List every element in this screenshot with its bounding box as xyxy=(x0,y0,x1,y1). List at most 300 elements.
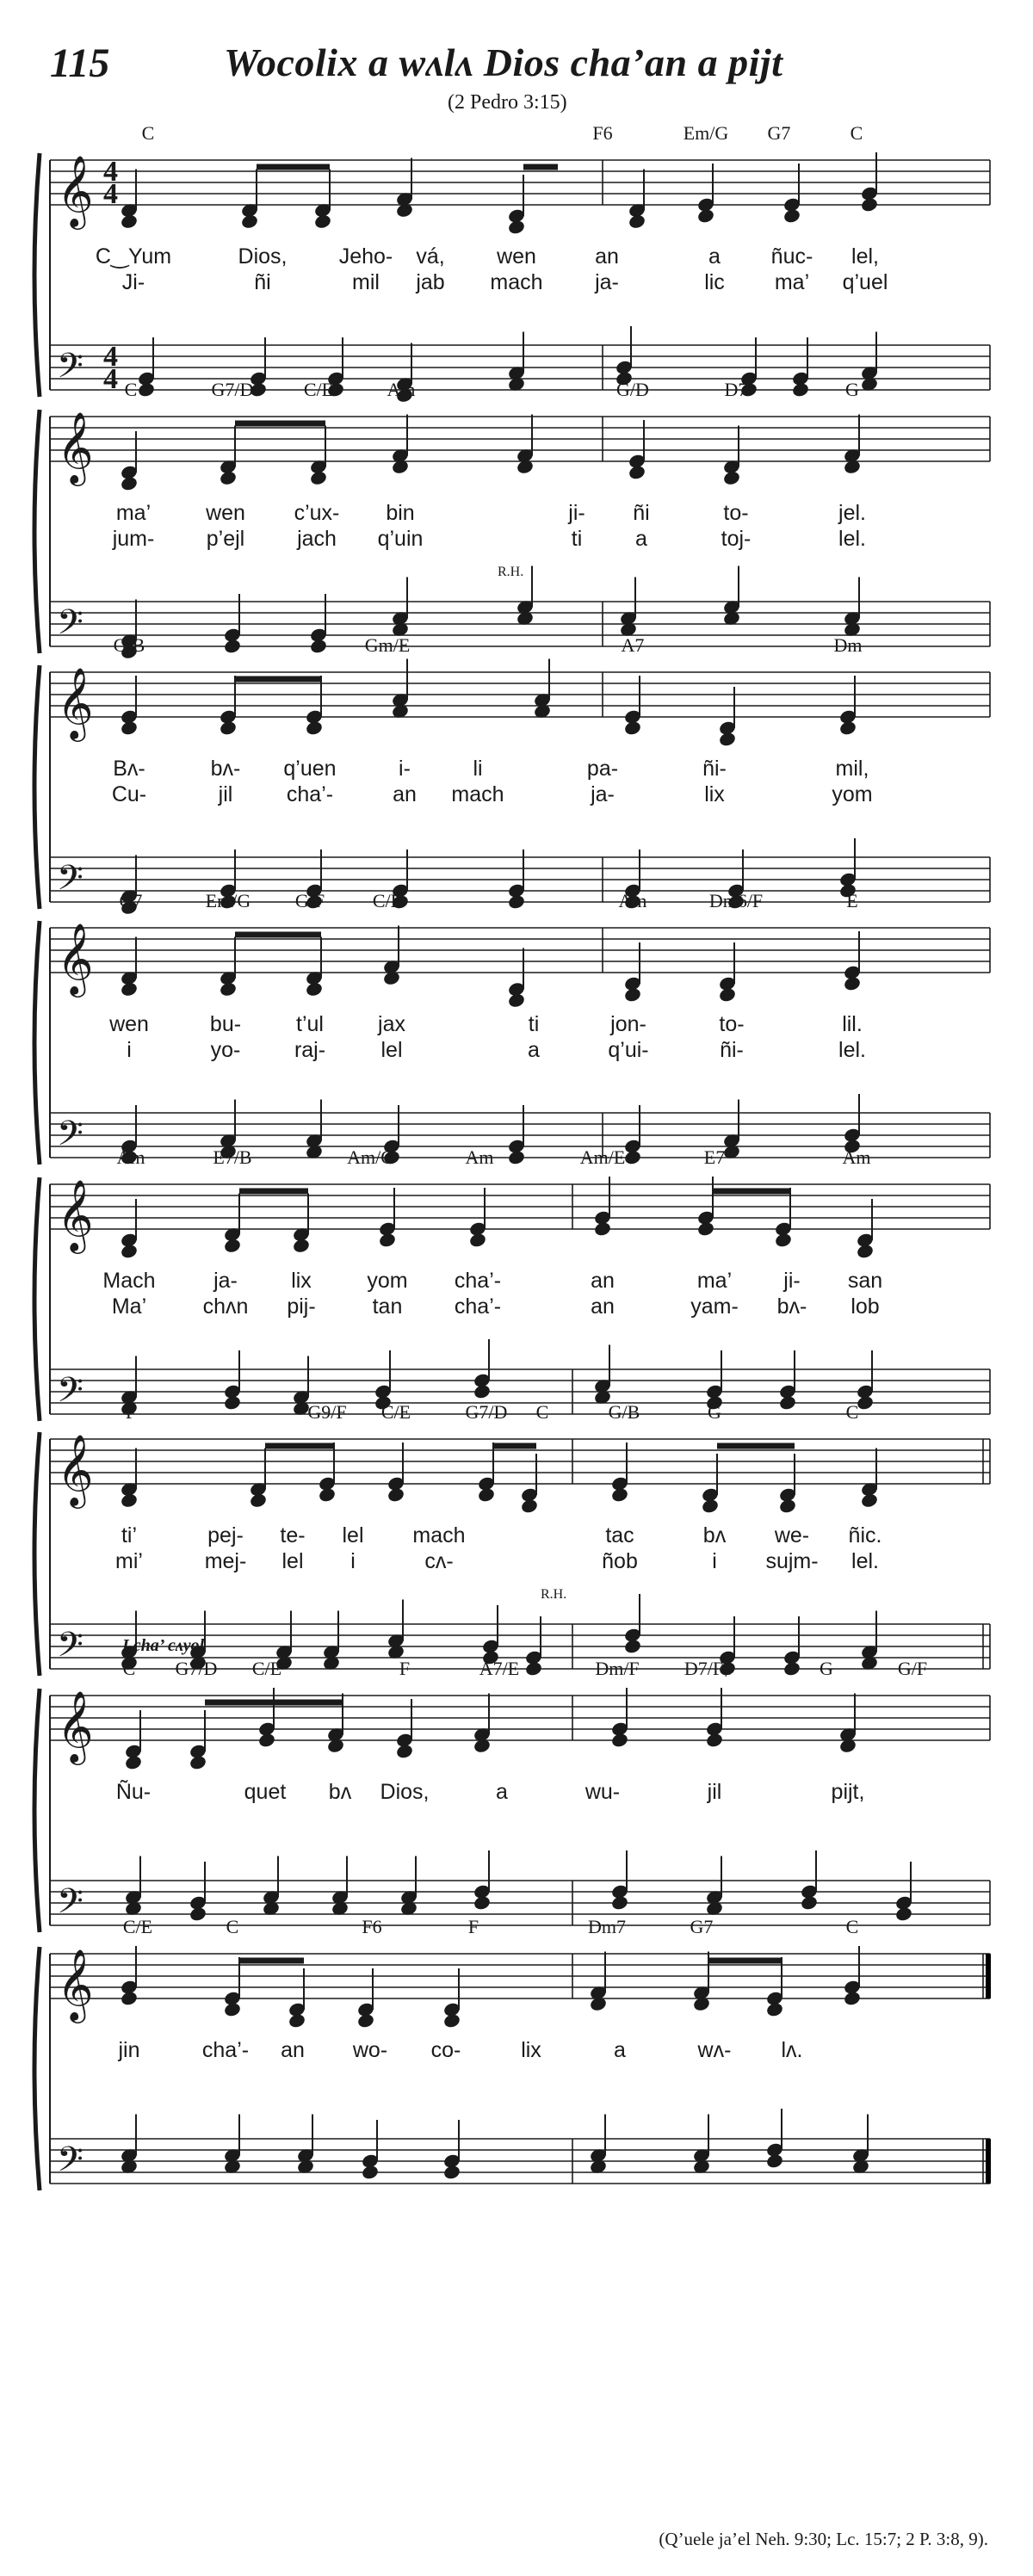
chord-symbol: Dm/F xyxy=(595,1658,640,1679)
lyric-verse-1: ma’ xyxy=(115,501,152,525)
note-head xyxy=(257,1732,276,1748)
note-head xyxy=(288,2012,306,2029)
lyric-verse-2: ma’ xyxy=(774,270,810,294)
lyric-verse-1: bʌ xyxy=(328,1780,352,1804)
lyric-verse-1: co- xyxy=(430,2038,461,2062)
lyric-verse-2: bʌ- xyxy=(776,1294,807,1319)
lyric-verse-1: yom xyxy=(367,1269,408,1293)
note-head xyxy=(860,1492,879,1509)
lyric-verse-2: lel xyxy=(281,1549,304,1573)
lyric-verse-1: c’ux- xyxy=(294,501,340,525)
time-signature-bottom: 4 xyxy=(103,363,118,395)
note-head xyxy=(249,1492,268,1509)
lyric-verse-2: an xyxy=(591,1294,615,1319)
lyric-verse-1: pej- xyxy=(207,1523,244,1547)
lyric-verse-2: i xyxy=(350,1549,356,1573)
note-head xyxy=(843,975,862,991)
lyric-verse-1: cha’- xyxy=(201,2038,250,2062)
note-head xyxy=(701,1498,720,1514)
lyric-verse-2: yam- xyxy=(690,1294,739,1319)
system-brace xyxy=(34,665,40,909)
chord-symbol: Em/G xyxy=(205,890,251,911)
chord-symbol: Am xyxy=(618,890,647,911)
lyric-verse-1: an xyxy=(595,244,619,269)
lyric-verse-1: cha’- xyxy=(454,1269,502,1293)
lyric-verse-2: lel. xyxy=(851,1549,879,1573)
note-head xyxy=(124,1754,143,1770)
note-head xyxy=(778,1394,797,1411)
chord-symbol: G/F xyxy=(897,1658,928,1679)
note-head xyxy=(623,720,642,736)
note-head xyxy=(610,1486,629,1503)
chord-symbol: G xyxy=(820,1658,833,1679)
lyric-verse-2: i xyxy=(127,1038,132,1062)
note-head xyxy=(628,213,646,230)
lyric-verse-2: q’uin xyxy=(377,527,424,551)
lyric-verse-1: an xyxy=(591,1269,615,1293)
note-head xyxy=(765,2001,784,2017)
note-head xyxy=(305,981,324,998)
note-head xyxy=(189,1906,207,1922)
chord-symbol: D7 xyxy=(724,379,748,400)
lyric-verse-1: we- xyxy=(774,1523,810,1547)
note-head xyxy=(442,2164,461,2180)
lyric-verse-2: mach xyxy=(451,782,504,806)
treble-clef-icon: 𝄞 xyxy=(57,411,94,483)
note-head xyxy=(860,196,879,213)
note-head xyxy=(189,1754,207,1770)
chord-symbol: Am/C xyxy=(347,1146,393,1168)
lyric-verse-1: ñi xyxy=(633,501,650,525)
lyric-verse-2: toj- xyxy=(721,527,752,551)
chord-symbol: C xyxy=(535,1401,549,1423)
note-head xyxy=(722,470,741,486)
chord-symbol: F6 xyxy=(592,122,613,144)
bass-clef-icon: 𝄢 xyxy=(57,1370,84,1418)
note-head xyxy=(782,1660,801,1677)
note-head xyxy=(718,986,737,1003)
system-7 xyxy=(34,1636,990,1932)
lyric-verse-1: jon- xyxy=(610,1012,646,1036)
chord-symbol: G7/D xyxy=(465,1401,508,1423)
treble-clef-icon: 𝄞 xyxy=(57,1433,94,1505)
time-signature-bottom: 4 xyxy=(103,178,118,210)
lyric-verse-2: cʌ- xyxy=(424,1549,454,1573)
treble-clef-icon: 𝄞 xyxy=(57,922,94,994)
chord-symbol: G/B xyxy=(113,634,145,656)
note-head xyxy=(223,2001,242,2017)
lyric-verse-1: jin xyxy=(118,2038,140,2062)
chord-symbol: A7/E xyxy=(479,1658,520,1679)
system-brace xyxy=(34,410,40,653)
system-brace xyxy=(34,1947,40,2190)
lyric-verse-1: quet xyxy=(244,1780,287,1804)
chord-symbol: G xyxy=(708,1401,721,1423)
chord-symbol: Dm6/F xyxy=(708,890,764,911)
lyric-verse-2: pij- xyxy=(287,1294,316,1319)
chord-symbol: C/E xyxy=(372,890,403,911)
time-signature-top: 4 xyxy=(103,341,118,373)
lyric-verse-2: cha’- xyxy=(286,782,334,806)
lyric-verse-1: Dios, xyxy=(380,1780,430,1804)
right-hand-mark: R.H. xyxy=(541,1587,567,1602)
treble-clef-icon: 𝄞 xyxy=(57,154,94,226)
lyric-verse-2: Ji- xyxy=(121,270,145,294)
lyric-verse-1: bʌ- xyxy=(210,757,241,781)
note-head xyxy=(507,1149,526,1165)
note-head xyxy=(219,981,238,998)
lyric-verse-1: pa- xyxy=(586,757,619,781)
lyric-verse-2: cha’- xyxy=(454,1294,502,1319)
lyric-verse-1: lix xyxy=(521,2038,541,2062)
lyric-verse-1: wen xyxy=(109,1012,149,1036)
note-head xyxy=(623,1638,642,1654)
chord-symbol: C/E xyxy=(122,1916,153,1937)
note-head xyxy=(843,1990,862,2006)
lyric-verse-1: jax xyxy=(378,1012,405,1036)
bass-clef-icon: 𝄢 xyxy=(57,602,84,651)
treble-clef-icon: 𝄞 xyxy=(57,1690,94,1762)
lyric-verse-2: an xyxy=(393,782,417,806)
chord-symbol: G7 xyxy=(119,890,143,911)
note-head xyxy=(782,207,801,224)
chord-symbol: F xyxy=(125,1401,137,1423)
chord-symbol: G9/F xyxy=(307,1401,347,1423)
note-head xyxy=(240,213,259,230)
lyric-verse-1: Ñu- xyxy=(115,1780,152,1804)
note-head xyxy=(696,207,715,224)
note-head xyxy=(473,1894,492,1911)
right-hand-mark: R.H. xyxy=(498,565,524,579)
lyric-verse-2: yo- xyxy=(210,1038,241,1062)
note-head xyxy=(120,1492,139,1509)
lyric-verse-2: Ma’ xyxy=(111,1294,147,1319)
chord-symbol: G/D xyxy=(616,379,649,400)
note-head xyxy=(442,2012,461,2029)
chord-symbol: C/E xyxy=(380,1401,411,1423)
note-head xyxy=(765,2153,784,2169)
note-head xyxy=(120,1243,139,1259)
lyric-verse-2: lob xyxy=(851,1294,880,1319)
chord-symbol: Gm/E xyxy=(364,634,411,656)
lyric-verse-2: chʌn xyxy=(202,1294,249,1319)
chord-symbol: E7/B xyxy=(213,1146,252,1168)
lyric-verse-2: lix xyxy=(704,782,725,806)
note-head xyxy=(223,1238,242,1254)
lyric-verse-2: lic xyxy=(704,270,725,294)
lyric-verse-1: Jeho- xyxy=(338,244,393,269)
system-brace xyxy=(34,1177,40,1421)
system-4 xyxy=(34,890,990,1166)
lyric-verse-2: ñob xyxy=(602,1549,638,1573)
lyric-verse-1: pijt, xyxy=(831,1780,865,1804)
lyric-verse-1: a xyxy=(614,2038,626,2062)
lyric-verse-1: wʌ- xyxy=(697,2038,732,2062)
treble-staff xyxy=(50,411,990,486)
chord-symbol: E7 xyxy=(703,1146,726,1168)
bass-clef-icon: 𝄢 xyxy=(57,858,84,906)
lyric-verse-1: a xyxy=(496,1780,508,1804)
lyric-verse-1: jel. xyxy=(838,501,866,525)
lyric-verse-1: vá, xyxy=(416,244,445,269)
chord-symbol: F xyxy=(399,1658,411,1679)
treble-staff xyxy=(50,1178,990,1254)
lyric-verse-1: san xyxy=(847,1269,883,1293)
lyric-verse-1: wu- xyxy=(585,1780,621,1804)
bass-clef-icon: 𝄢 xyxy=(57,346,84,394)
scripture-reference: (2 Pedro 3:15) xyxy=(448,91,567,114)
lyric-verse-2: jab xyxy=(416,270,445,294)
treble-clef-icon: 𝄞 xyxy=(57,1948,94,2020)
note-head xyxy=(838,720,857,736)
system-2 xyxy=(34,379,990,660)
lyric-verse-1: ñic. xyxy=(848,1523,882,1547)
lyric-verse-2: mach xyxy=(490,270,543,294)
lyric-verse-2: jach xyxy=(297,527,337,551)
lyric-verse-1: tac xyxy=(605,1523,634,1547)
lyric-verse-1: t’ul xyxy=(296,1012,324,1036)
note-head xyxy=(223,638,242,654)
lyric-verse-1: ñuc- xyxy=(770,244,813,269)
note-head xyxy=(507,219,526,235)
note-head xyxy=(778,1498,797,1514)
note-head xyxy=(120,720,139,736)
note-head xyxy=(309,470,328,486)
lyric-verse-2: Cu- xyxy=(111,782,147,806)
note-head xyxy=(894,1906,913,1922)
note-head xyxy=(309,638,328,654)
lyric-verse-1: ñi- xyxy=(702,757,727,781)
lyric-verse-2: tan xyxy=(372,1294,403,1319)
lyric-verse-1: ji- xyxy=(783,1269,801,1293)
note-head xyxy=(520,1498,539,1514)
time-signature-top: 4 xyxy=(103,156,118,188)
system-1 xyxy=(34,122,990,404)
note-head xyxy=(120,213,139,230)
lyric-verse-2: lel xyxy=(380,1038,403,1062)
chord-symbol: C xyxy=(226,1916,239,1937)
system-brace xyxy=(34,921,40,1164)
note-head xyxy=(395,1743,414,1759)
lyric-verse-1: i- xyxy=(399,757,411,781)
chord-symbol: D7/F♯ xyxy=(684,1658,733,1679)
lyric-verse-1: to- xyxy=(723,501,749,525)
chord-symbol: Dm7 xyxy=(588,1916,626,1937)
note-head xyxy=(718,731,737,747)
note-head xyxy=(477,1486,496,1503)
lyric-verse-2: lel. xyxy=(838,527,866,551)
lyric-verse-1: ti xyxy=(528,1012,540,1036)
lyric-verse-1: lel, xyxy=(851,244,879,269)
lyric-verse-2: mi’ xyxy=(115,1549,143,1573)
note-head xyxy=(593,1220,612,1237)
lyric-verse-1: lel xyxy=(342,1523,364,1547)
lyric-verse-1: te- xyxy=(280,1523,306,1547)
note-head xyxy=(468,1232,487,1248)
chord-symbol: C/E xyxy=(303,379,334,400)
lyric-verse-2: p’ejl xyxy=(206,527,245,551)
chord-symbol: A7 xyxy=(621,634,645,656)
lyric-verse-1: ti’ xyxy=(121,1523,138,1547)
lyric-verse-1: a xyxy=(708,244,721,269)
note-head xyxy=(774,1232,793,1248)
lyric-verse-1: mil, xyxy=(835,757,869,781)
note-head xyxy=(791,381,810,398)
lyric-verse-1: wen xyxy=(206,501,245,525)
note-head xyxy=(219,720,238,736)
lyric-verse-1: ji- xyxy=(568,501,585,525)
lyric-verse-2: jum- xyxy=(112,527,155,551)
note-head xyxy=(313,213,332,230)
lyric-verse-2: mil xyxy=(352,270,380,294)
lyric-verse-2: q’ui- xyxy=(608,1038,649,1062)
chord-symbol: F xyxy=(467,1916,479,1937)
lyric-verse-2: a xyxy=(528,1038,540,1062)
bass-clef-icon: 𝄢 xyxy=(57,1625,84,1673)
note-head xyxy=(628,464,646,480)
lyric-verse-1: ma’ xyxy=(696,1269,733,1293)
system-3 xyxy=(34,634,990,916)
chord-symbol: G7/D xyxy=(175,1658,218,1679)
lyric-verse-1: ja- xyxy=(213,1269,238,1293)
note-head xyxy=(856,1243,875,1259)
chord-symbol: C xyxy=(122,1658,136,1679)
lyric-verse-1: bʌ xyxy=(702,1523,727,1547)
note-head xyxy=(356,2012,375,2029)
note-head xyxy=(219,470,238,486)
lyric-verse-1: mach xyxy=(412,1523,466,1547)
chord-symbol: C xyxy=(845,1401,859,1423)
note-head xyxy=(292,1238,311,1254)
chord-symbol: G xyxy=(845,379,859,400)
section-marking: I cha’ cʌyol xyxy=(122,1636,205,1655)
system-5 xyxy=(34,1146,990,1421)
chord-symbol: C xyxy=(141,122,155,144)
chord-symbol: F6 xyxy=(362,1916,382,1937)
lyric-verse-1: lix xyxy=(291,1269,312,1293)
note-head xyxy=(120,475,139,491)
note-head xyxy=(387,1486,405,1503)
chord-symbol: G7/D xyxy=(211,379,254,400)
chord-symbol: Am xyxy=(116,1146,145,1168)
note-head xyxy=(137,381,156,398)
chord-symbol: Am xyxy=(387,379,416,400)
chord-symbol: C xyxy=(850,122,863,144)
chord-symbol: C xyxy=(845,1916,859,1937)
hymn-number: 115 xyxy=(50,40,110,86)
chord-symbol: Em/G xyxy=(683,122,729,144)
lyric-verse-1: li xyxy=(473,757,483,781)
lyric-verse-2: ñi- xyxy=(720,1038,744,1062)
system-8 xyxy=(34,1916,991,2190)
note-head xyxy=(120,1990,139,2006)
system-brace xyxy=(34,1432,40,1676)
note-head xyxy=(705,1732,724,1748)
lyric-verse-2: sujm- xyxy=(765,1549,819,1573)
lyric-verse-1: to- xyxy=(719,1012,745,1036)
chord-symbol: Am xyxy=(465,1146,494,1168)
note-head xyxy=(610,1732,629,1748)
chord-symbol: G/B xyxy=(608,1401,640,1423)
footnote: (Q’uele ja’el Neh. 9:30; Lc. 15:7; 2 P. 3:8, 9). xyxy=(659,2529,988,2549)
lyric-verse-1: wo- xyxy=(352,2038,388,2062)
note-head xyxy=(623,986,642,1003)
chord-symbol: G7 xyxy=(690,1916,714,1937)
note-head xyxy=(223,1394,242,1411)
lyric-verse-2: mej- xyxy=(204,1549,247,1573)
bass-clef-icon: 𝄢 xyxy=(57,1114,84,1162)
chord-symbol: Am xyxy=(842,1146,871,1168)
treble-clef-icon: 𝄞 xyxy=(57,666,94,738)
lyric-verse-2: yom xyxy=(832,782,873,806)
lyric-verse-1: q’uen xyxy=(283,757,337,781)
note-head xyxy=(305,720,324,736)
note-head xyxy=(378,1232,397,1248)
lyric-verse-1: Dios, xyxy=(238,244,288,269)
lyric-verse-1: bin xyxy=(386,501,415,525)
note-head xyxy=(507,893,526,910)
treble-clef-icon: 𝄞 xyxy=(57,1178,94,1251)
hymn-title: Wocolix a wʌlʌ Dios cha’an a pijt xyxy=(224,40,783,84)
note-head xyxy=(856,1394,875,1411)
note-head xyxy=(696,1220,715,1237)
lyric-verse-2: jil xyxy=(218,782,233,806)
lyric-verse-1: lʌ. xyxy=(781,2038,803,2062)
lyric-verse-1: wen xyxy=(497,244,536,269)
lyric-verse-2: lel. xyxy=(838,1038,866,1062)
chord-symbol: C xyxy=(124,379,138,400)
chord-symbol: C/E xyxy=(251,1658,282,1679)
note-head xyxy=(473,1383,492,1399)
barline-final xyxy=(986,1954,991,1998)
lyric-verse-2: ja- xyxy=(595,270,619,294)
bass-clef-icon: 𝄢 xyxy=(57,1881,84,1930)
lyric-verse-2: i xyxy=(712,1549,717,1573)
lyric-verse-2: ñi xyxy=(254,270,271,294)
lyric-verse-1: jil xyxy=(707,1780,722,1804)
system-brace xyxy=(34,1689,40,1932)
lyric-verse-1: bu- xyxy=(209,1012,242,1036)
chord-symbol: Am/E xyxy=(579,1146,626,1168)
note-head xyxy=(610,1894,629,1911)
chord-symbol: G7 xyxy=(767,122,791,144)
lyric-verse-2: a xyxy=(635,527,647,551)
bass-staff xyxy=(50,2139,991,2188)
lyric-verse-1: lil. xyxy=(842,1012,863,1036)
lyric-verse-2: raj- xyxy=(294,1038,326,1062)
note-head xyxy=(524,1660,543,1677)
lyric-verse-1: Bʌ- xyxy=(113,757,145,781)
note-head xyxy=(800,1894,819,1911)
note-head xyxy=(507,992,526,1009)
note-head xyxy=(361,2164,380,2180)
chord-symbol: G/F xyxy=(294,890,325,911)
barline-final xyxy=(986,2139,991,2184)
note-head xyxy=(623,1149,642,1165)
lyric-verse-1: an xyxy=(281,2038,305,2062)
lyric-verse-1: C‿Yum xyxy=(95,244,172,269)
lyric-verse-2: ti xyxy=(571,527,583,551)
chord-symbol: Dm xyxy=(833,634,863,656)
lyric-verse-2: q’uel xyxy=(842,270,888,294)
bass-clef-icon: 𝄢 xyxy=(57,2140,84,2188)
lyric-verse-2: ja- xyxy=(591,782,615,806)
lyric-verse-1: Mach xyxy=(102,1269,156,1293)
chord-symbol: E xyxy=(846,890,858,911)
note-head xyxy=(120,981,139,998)
note-head xyxy=(318,1486,337,1503)
system-brace xyxy=(34,153,40,397)
